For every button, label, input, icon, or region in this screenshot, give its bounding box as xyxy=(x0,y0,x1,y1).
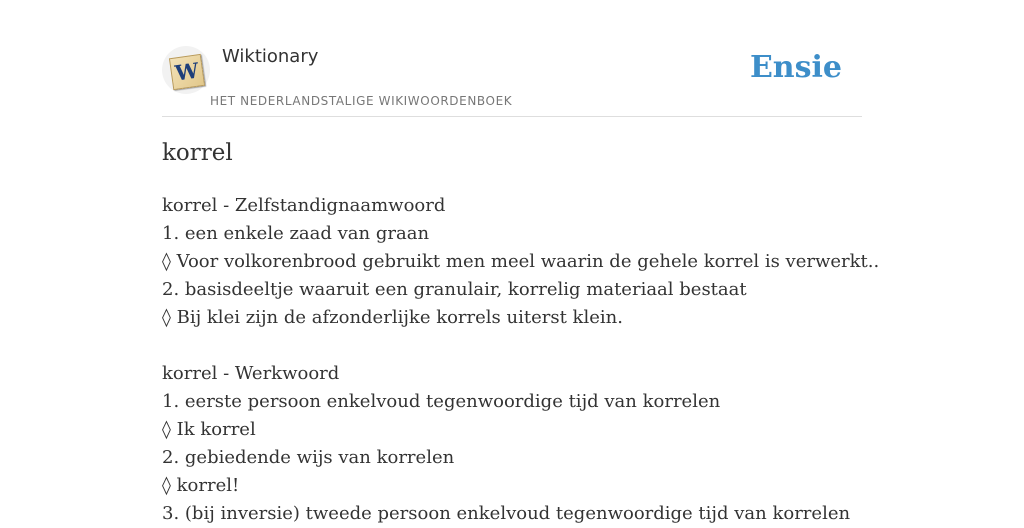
example-line: ◊ Ik korrel xyxy=(162,419,256,440)
logo-letter: W xyxy=(169,54,205,90)
definition-line: 1. eerste persoon enkelvoud tegenwoordige tijd van korrelen xyxy=(162,391,721,412)
wiktionary-logo-icon[interactable] xyxy=(162,46,210,94)
section-heading-verb: korrel - Werkwoord xyxy=(162,363,340,384)
definition-line: 1. een enkele zaad van graan xyxy=(162,223,430,244)
section-heading-noun: korrel - Zelfstandignaamwoord xyxy=(162,195,446,216)
example-line: ◊ Voor volkorenbrood gebruikt men meel waarin de gehele korrel is verwerkt.. xyxy=(162,251,880,272)
site-header xyxy=(162,40,862,117)
entry-content xyxy=(162,192,880,528)
definition-line: 2. gebiedende wijs van korrelen xyxy=(162,447,455,468)
ensie-logo[interactable]: Ensie xyxy=(749,50,842,85)
section-spacer xyxy=(162,332,862,360)
site-tagline: HET NEDERLANDSTALIGE WIKIWOORDENBOEK xyxy=(210,94,513,108)
definition-line: 2. basisdeeltje waaruit een granulair, korrelig materiaal bestaat xyxy=(162,279,747,300)
example-line: ◊ Bij klei zijn de afzonderlijke korrels uiterst klein. xyxy=(162,307,623,328)
site-name[interactable]: Wiktionary xyxy=(222,46,319,67)
example-line: ◊ korrel! xyxy=(162,475,240,496)
definition-line: 3. (bij inversie) tweede persoon enkelvoud tegenwoordige tijd van korrelen xyxy=(162,503,851,524)
page-title: korrel xyxy=(162,140,233,166)
